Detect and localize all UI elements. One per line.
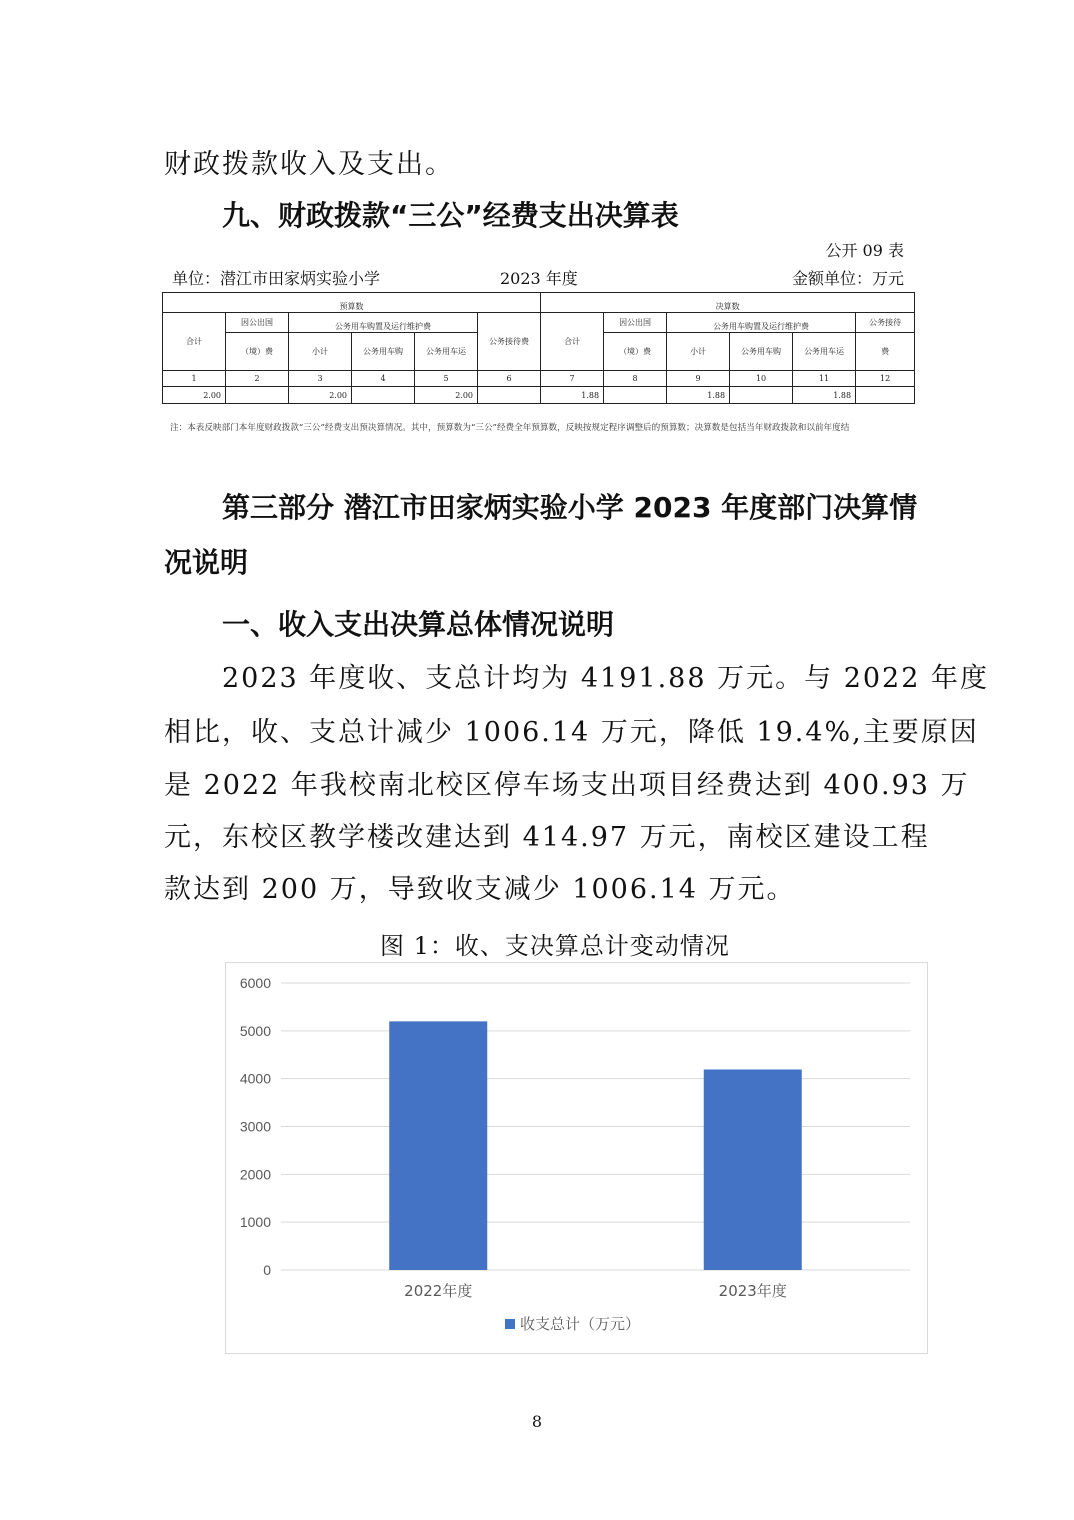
data-cell: 2.00 (163, 387, 226, 404)
col-purchase-final: 公务用车购 (730, 333, 793, 371)
data-cell (856, 387, 915, 404)
col-vehicle-group-final: 公务用车购置及运行维护费 (667, 313, 856, 333)
final-header: 决算数 (541, 293, 915, 313)
body-line: 是 2022 年我校南北校区停车场支出项目经费达到 400.93 万 (164, 770, 970, 801)
body-line: 2023 年度收、支总计均为 4191.88 万元。与 2022 年度 (222, 663, 989, 694)
col-subtotal-final: 小计 (667, 333, 730, 371)
table-unit: 单位：潜江市田家炳实验小学 (172, 269, 381, 288)
page-number: 8 (531, 1412, 543, 1431)
col-num: 7 (541, 371, 604, 387)
x-tick-label: 2023年度 (718, 1282, 787, 1300)
data-cell: 2.00 (289, 387, 352, 404)
data-cell: 2.00 (415, 387, 478, 404)
col-abroad-bottom: （境）费 (226, 333, 289, 371)
data-cell (478, 387, 541, 404)
data-cell (352, 387, 415, 404)
col-purchase: 公务用车购 (352, 333, 415, 371)
table-year: 2023 年度 (500, 269, 578, 288)
legend-label: 收支总计（万元） (520, 1315, 641, 1333)
col-abroad-top-final: 因公出国 (604, 313, 667, 333)
intro-line: 财政拨款收入及支出。 (164, 149, 454, 180)
col-num: 1 (163, 371, 226, 387)
bar (704, 1069, 802, 1270)
col-num: 8 (604, 371, 667, 387)
sangong-table (162, 292, 915, 404)
part-three-title-line2: 况说明 (164, 546, 249, 579)
chart-frame (225, 962, 928, 1354)
col-vehicle-group: 公务用车购置及运行维护费 (289, 313, 478, 333)
col-reception: 公务接待费 (478, 313, 541, 371)
column-number-row (163, 371, 915, 387)
data-cell (226, 387, 289, 404)
bar-chart (226, 963, 927, 1353)
body-line: 元，东校区教学楼改建达到 414.97 万元，南校区建设工程 (164, 822, 930, 853)
col-operation: 公务用车运 (415, 333, 478, 371)
money-unit: 金额单位：万元 (791, 269, 904, 288)
col-num: 6 (478, 371, 541, 387)
col-num: 4 (352, 371, 415, 387)
y-tick-label: 4000 (239, 1070, 271, 1087)
bar (389, 1021, 487, 1270)
legend-swatch (505, 1319, 515, 1329)
col-operation-final: 公务用车运 (793, 333, 856, 371)
y-tick-label: 6000 (239, 975, 271, 991)
y-tick-label: 1000 (239, 1214, 271, 1231)
table-note: 注：本表反映部门本年度财政拨款“三公”经费支出预决算情况。其中，预算数为“三公”经费全年预算数，反映按规定程序调整后的预算数；决算数是包括当年财政拨款和以前年度结 (170, 423, 850, 433)
data-cell (730, 387, 793, 404)
col-reception-top-final: 公务接待 (856, 313, 915, 333)
body-line: 款达到 200 万，导致收支减少 1006.14 万元。 (164, 874, 796, 905)
col-total: 合计 (163, 313, 226, 371)
section-one-title: 一、收入支出决算总体情况说明 (222, 608, 615, 641)
body-line: 相比，收、支总计减少 1006.14 万元，降低 19.4%,主要原因 (164, 717, 979, 748)
col-num: 10 (730, 371, 793, 387)
y-tick-label: 5000 (239, 1022, 271, 1039)
data-row (163, 387, 915, 404)
col-total-final: 合计 (541, 313, 604, 371)
budget-header: 预算数 (163, 293, 541, 313)
y-tick-label: 3000 (239, 1118, 271, 1135)
x-tick-label: 2022年度 (404, 1282, 473, 1300)
col-reception-bottom-final: 费 (856, 333, 915, 371)
form-number: 公开 09 表 (825, 241, 904, 260)
col-subtotal: 小计 (289, 333, 352, 371)
data-cell (604, 387, 667, 404)
data-cell: 1.88 (541, 387, 604, 404)
col-abroad-top: 因公出国 (226, 313, 289, 333)
col-num: 3 (289, 371, 352, 387)
col-abroad-bottom-final: （境）费 (604, 333, 667, 371)
y-tick-label: 0 (263, 1262, 271, 1278)
col-num: 9 (667, 371, 730, 387)
y-tick-label: 2000 (239, 1166, 271, 1183)
data-cell: 1.88 (793, 387, 856, 404)
figure-caption: 图 1：收、支决算总计变动情况 (380, 932, 730, 960)
col-num: 2 (226, 371, 289, 387)
section-nine-title: 九、财政拨款“三公”经费支出决算表 (222, 199, 679, 232)
part-three-title-line1: 第三部分 潜江市田家炳实验小学 2023 年度部门决算情 (222, 491, 918, 524)
col-num: 12 (856, 371, 915, 387)
col-num: 11 (793, 371, 856, 387)
col-num: 5 (415, 371, 478, 387)
data-cell: 1.88 (667, 387, 730, 404)
